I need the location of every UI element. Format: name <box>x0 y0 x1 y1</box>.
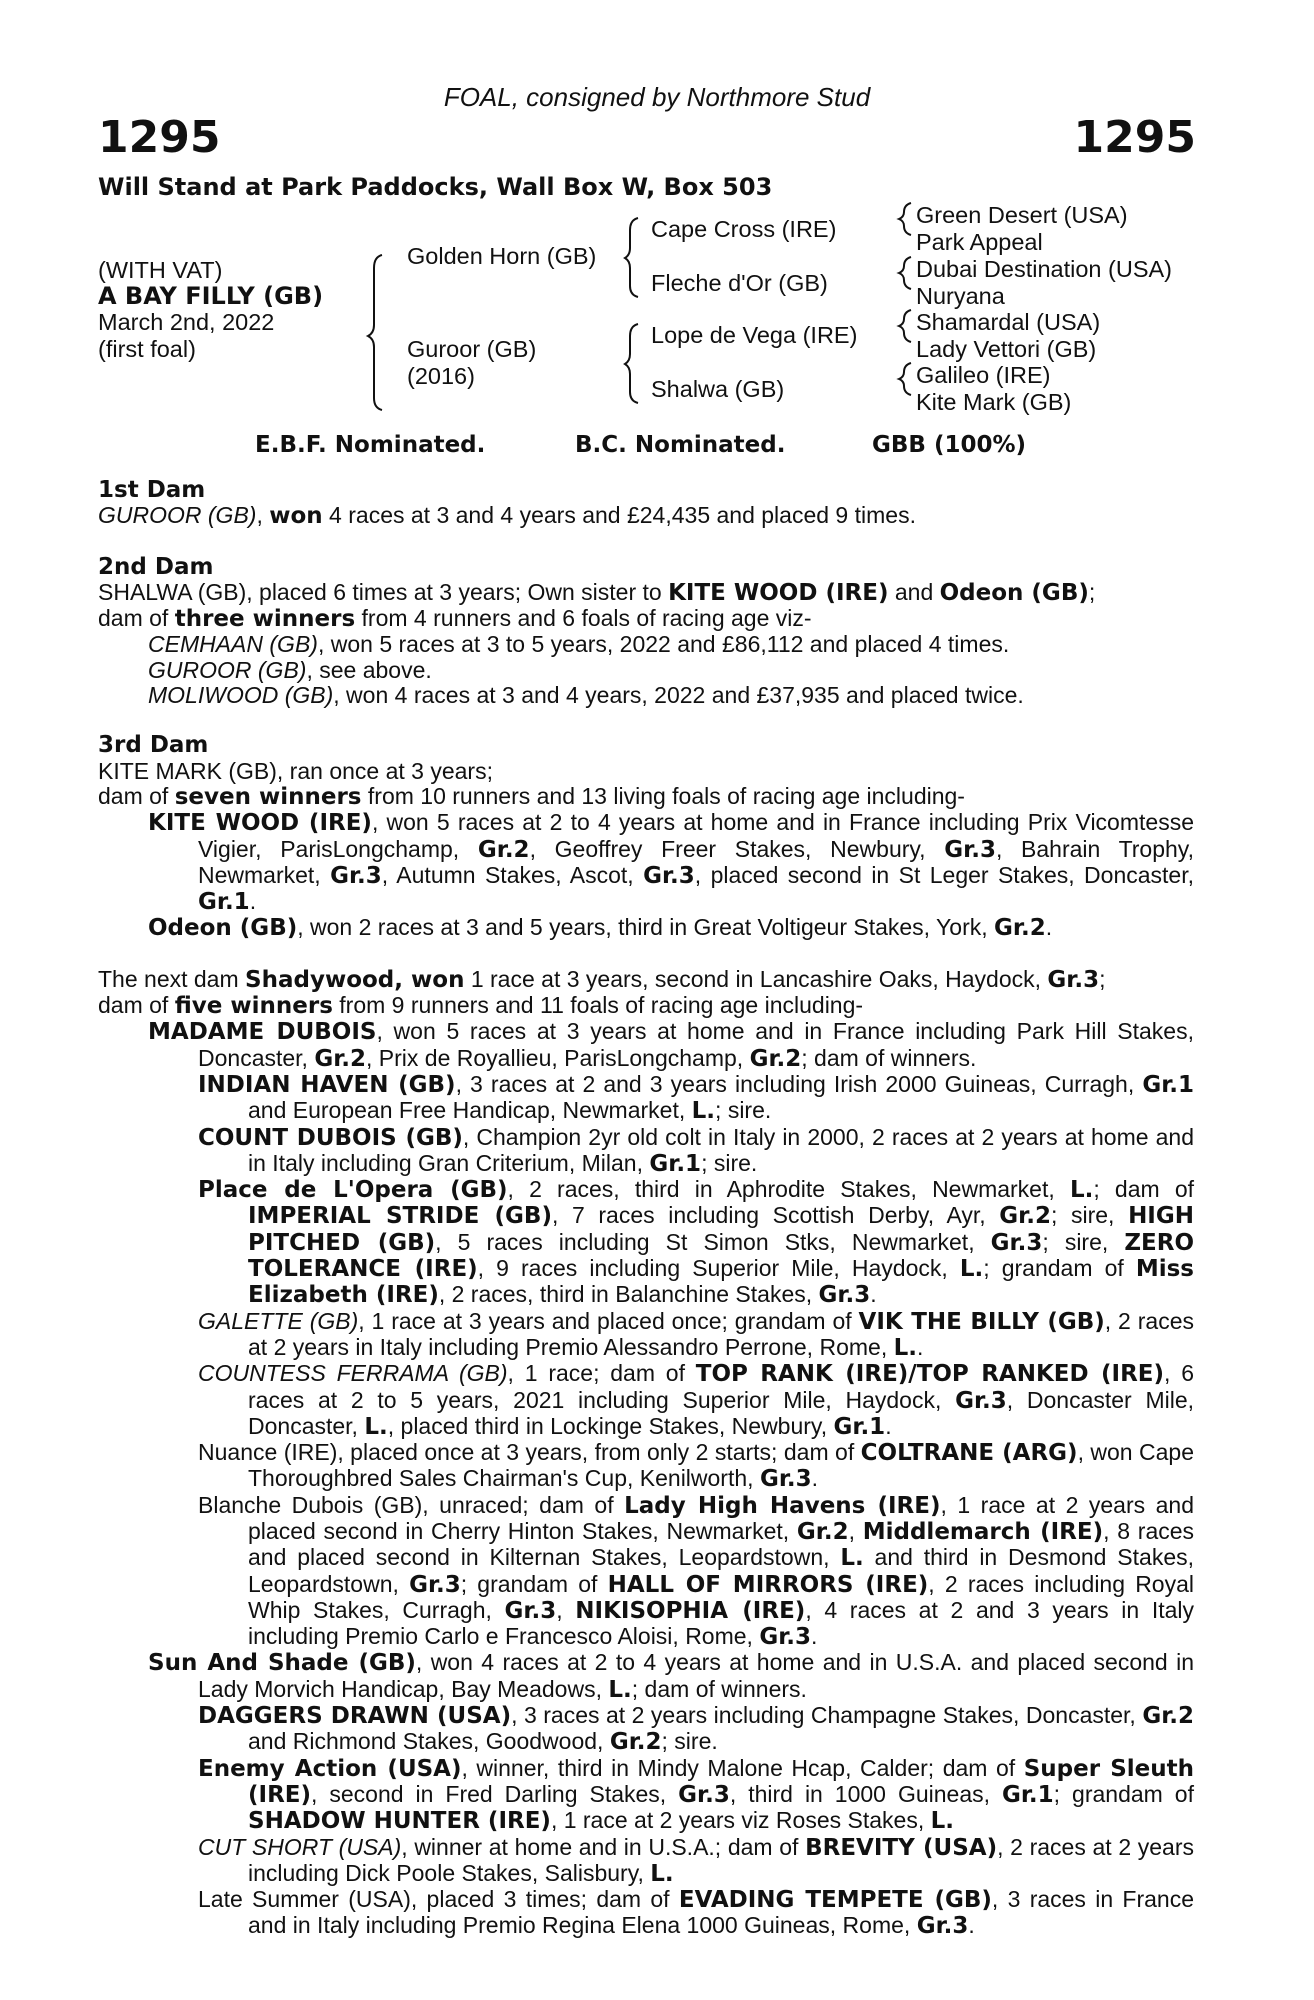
horse-ref: GUROOR (GB) <box>148 656 307 683</box>
next-dam-section <box>98 967 1194 1940</box>
progeny-entry <box>98 1125 1194 1178</box>
grade: L. <box>893 1334 918 1361</box>
text-run: , Bahrain Trophy, Newmarket, <box>198 835 1194 888</box>
grade: Gr.3 <box>759 1624 812 1651</box>
consignor-line: FOAL, consigned by Northmore Stud <box>443 82 871 112</box>
winners-count: seven winners <box>174 783 362 810</box>
text-run: ; <box>1099 965 1106 992</box>
ggsire-4: Galileo (IRE) <box>916 362 1051 388</box>
text-run: , 5 races including St Simon Stks, Newmarket, <box>435 1228 991 1255</box>
text-run: from 10 runners and 13 living foals of racing age including- <box>361 782 965 809</box>
ggsire-2: Dubai Destination (USA) <box>916 256 1172 282</box>
text-run: , 2 races at 2 years in Italy including Premio Alessandro Perrone, Rome, <box>248 1307 1194 1360</box>
ggdam-4: Kite Mark (GB) <box>916 389 1072 415</box>
grade: Gr.3 <box>944 836 996 863</box>
horse-ref: HIGH PITCHED (GB) <box>248 1203 1194 1256</box>
text-run: ; grandam of <box>460 1570 608 1597</box>
text-run: Late Summer (USA), placed 3 times; dam of <box>198 1886 679 1913</box>
text-run: ; sire, <box>1050 1202 1129 1229</box>
text-run: ; sire. <box>661 1728 718 1755</box>
grade: L. <box>650 1860 674 1887</box>
text-run: . <box>249 888 257 915</box>
horse-ref: MOLIWOOD (GB) <box>148 682 334 709</box>
horse-ref: IMPERIAL STRIDE (GB) <box>248 1203 552 1230</box>
progeny-entry <box>98 915 1194 941</box>
text-run: , 6 races at 2 to 5 years, 2021 including Superior Mile, Haydock, <box>248 1360 1194 1413</box>
grade: Gr.1 <box>1001 1781 1054 1808</box>
horse-ref: HALL OF MIRRORS (IRE) <box>607 1571 929 1598</box>
horse-ref: Middlemarch (IRE) <box>862 1518 1104 1545</box>
foaling-date: March 2nd, 2022 <box>98 309 275 335</box>
lot-number-right: 1295 <box>1073 112 1196 163</box>
progeny-entry <box>98 1887 1194 1940</box>
grade: L. <box>1069 1177 1094 1204</box>
text-run: , 1 race at 2 years viz Roses Stakes, <box>550 1807 931 1834</box>
progeny-entry <box>98 658 1194 683</box>
horse-ref: Sun And Shade (GB) <box>148 1650 416 1677</box>
text-run: and European Free Handicap, Newmarket, <box>248 1097 692 1124</box>
grade: L. <box>364 1413 388 1440</box>
grade: Gr.1 <box>649 1150 702 1177</box>
grade: Gr.3 <box>504 1597 557 1624</box>
horse-ref: Miss Elizabeth (IRE) <box>248 1256 1194 1309</box>
first-dam-name: GUROOR (GB) <box>98 502 257 529</box>
progeny-entry <box>98 1493 1194 1651</box>
horse-ref: TOP RANK (IRE)/TOP RANKED (IRE) <box>695 1361 1165 1388</box>
text-run: , 2 races, third in Aphrodite Stakes, Newmarket, <box>507 1176 1070 1203</box>
horse-ref: INDIAN HAVEN (GB) <box>198 1071 456 1098</box>
text-run: dam of <box>98 782 175 809</box>
horse-ref: CUT SHORT (USA) <box>198 1833 402 1860</box>
text-run: 1 race at 3 years, second in Lancashire Oaks, Haydock, <box>464 965 1048 992</box>
text-run: KITE MARK (GB), ran once at 3 years; <box>98 757 493 784</box>
text-run: ; dam of <box>1093 1176 1194 1203</box>
pedigree-braces <box>0 0 1314 440</box>
grade: Gr.3 <box>1047 966 1100 993</box>
horse-ref: Enemy Action (USA) <box>198 1755 462 1782</box>
text-run: , see above. <box>306 656 432 683</box>
grade: Gr.1 <box>833 1413 886 1440</box>
text-run: dam of <box>98 992 175 1019</box>
foal-note: (first foal) <box>98 336 196 362</box>
second-dam-text <box>98 580 1194 633</box>
horse-ref: COLTRANE (ARG) <box>860 1440 1078 1467</box>
first-dam-section <box>98 478 1194 530</box>
horse-ref: COUNT DUBOIS (GB) <box>198 1124 463 1151</box>
third-dam-heading: 3rd Dam <box>98 732 209 759</box>
text-run: , 9 races including Superior Mile, Haydock, <box>477 1255 960 1282</box>
ggdam-2: Nuryana <box>916 283 1005 309</box>
second-dam-heading: 2nd Dam <box>98 553 214 580</box>
text-run: , 2 races at 2 years including Dick Poole Stakes, Salisbury, <box>248 1833 1195 1886</box>
text-run: , Geoffrey Freer Stakes, Newbury, <box>529 835 945 862</box>
text-run: grandam of <box>1072 1780 1194 1807</box>
winners-count: five winners <box>174 993 333 1020</box>
text-run: ; sire, <box>1042 1228 1125 1255</box>
text-run: , won 2 races at 3 and 5 years, third in Great Voltigeur Stakes, York, <box>297 914 995 941</box>
text-run: , third in 1000 Guineas, <box>729 1780 1002 1807</box>
grade: L. <box>608 1676 632 1703</box>
horse-ref: KITE WOOD (IRE) <box>148 810 372 837</box>
horse-ref: CEMHAAN (GB) <box>148 631 318 658</box>
horse-ref: BREVITY (USA) <box>805 1834 998 1861</box>
grade: Gr.3 <box>916 1913 969 1940</box>
text-run: , won 5 races at 3 to 5 years, 2022 and £86,112 and placed 4 times. <box>317 631 1010 658</box>
grade: Gr.2 <box>1142 1703 1194 1730</box>
text-run: , won Cape Thoroughbred Sales Chairman's Cup, Kenilworth, <box>248 1439 1194 1492</box>
text-run: ; sire. <box>701 1149 758 1176</box>
dam-sire-name: Lope de Vega (IRE) <box>651 322 858 348</box>
progeny-entry <box>98 632 1194 657</box>
text-run: , Doncaster Mile, Doncaster, <box>248 1386 1195 1439</box>
grade: Gr.2 <box>796 1518 849 1545</box>
text-run: , <box>848 1517 863 1544</box>
grade: Gr.2 <box>609 1729 662 1756</box>
gbb-rating: GBB (100%) <box>872 432 1027 458</box>
grade: L. <box>691 1098 716 1125</box>
horse-ref: MADAME DUBOIS <box>148 1019 377 1046</box>
lot-number-left: 1295 <box>98 112 221 163</box>
dam-year: (2016) <box>407 363 475 389</box>
progeny-entry <box>98 1019 1194 1072</box>
grade: Gr.3 <box>759 1466 812 1493</box>
horse-ref: GALETTE (GB) <box>198 1307 359 1334</box>
text-run: , 4 races at 2 and 3 years in Italy including Premio Carlo e Francesco Aloisi, Rome, <box>248 1596 1195 1650</box>
progeny-entry <box>98 1361 1194 1440</box>
progeny-entry <box>98 1440 1194 1493</box>
text-run: , placed second in St Leger Stakes, Doncaster, <box>694 861 1195 888</box>
text-run: ; sire. <box>715 1097 772 1124</box>
text-run: and third in Desmond Stakes, Leopardstown, <box>248 1544 1194 1597</box>
horse-ref: DAGGERS DRAWN (USA) <box>198 1703 512 1730</box>
text-run: , won 5 races at 2 to 4 years at home and in France including Prix Vicomtesse Vigier, ParisLongchamp, <box>198 809 1194 862</box>
progeny-entry <box>98 1309 1194 1362</box>
grade: Gr.1 <box>1142 1071 1194 1098</box>
text-run: , 8 races and placed second in Kilternan Stakes, Leopardstown, <box>248 1517 1195 1571</box>
progeny-entry <box>98 1756 1194 1835</box>
text-run: , placed third in Lockinge Stakes, Newbury, <box>387 1412 834 1439</box>
text-run: and <box>888 578 940 605</box>
text-run: ; dam of winners. <box>631 1675 807 1702</box>
text-run: . <box>885 1412 892 1439</box>
text-run: from 9 runners and 11 foals of racing age including- <box>332 992 864 1019</box>
text-run: grandam of <box>1001 1255 1136 1282</box>
text-run: , Prix de Royallieu, ParisLongchamp, <box>366 1044 750 1071</box>
text-run: , Champion 2yr old colt in Italy in 2000, 2 races at 2 years at home and in Italy including Gran Criterium, Milan, <box>248 1123 1194 1176</box>
text-run: , won 4 races at 3 and 4 years, 2022 and £37,935 and placed twice. <box>333 682 1024 709</box>
horse-ref: EVADING TEMPETE (GB) <box>678 1887 992 1914</box>
grade: Gr.3 <box>678 1781 730 1808</box>
horse-ref: Super Sleuth (IRE) <box>248 1755 1194 1808</box>
won-word: won <box>269 503 323 530</box>
progeny-entry <box>98 810 1194 915</box>
progeny-entry <box>98 1703 1194 1756</box>
text-run: , 2 races, third in Balanchine Stakes, <box>438 1281 819 1308</box>
text-run: ; <box>1088 578 1096 605</box>
grade: Gr.3 <box>330 862 382 889</box>
next-dam-text <box>98 967 1194 1020</box>
text-run: and Richmond Stakes, Goodwood, <box>248 1728 610 1755</box>
sire-sire-name: Cape Cross (IRE) <box>651 216 837 242</box>
text-run: , 7 races including Scottish Derby, Ayr, <box>551 1202 1000 1229</box>
text-run: , 1 race at 2 years and placed second in Cherry Hinton Stakes, Newmarket, <box>248 1491 1195 1544</box>
horse-ref: ZERO TOLERANCE (IRE) <box>248 1229 1194 1283</box>
grade: Gr.1 <box>198 889 250 916</box>
text-run: , 3 races at 2 years including Champagne Stakes, Doncaster, <box>511 1702 1143 1729</box>
horse-ref: Shadywood <box>245 966 395 993</box>
text-run: , 1 race at 3 years and placed once; grandam of <box>358 1307 859 1334</box>
grade: Gr.3 <box>955 1387 1007 1414</box>
sire-name: Golden Horn (GB) <box>407 243 597 269</box>
progeny-entry <box>98 1072 1194 1125</box>
text-run: , 1 race; dam of <box>507 1360 696 1387</box>
text-run: SHALWA (GB), placed 6 times at 3 years; Own sister to <box>98 578 669 605</box>
horse-ref: Lady High Havens (IRE) <box>624 1492 941 1519</box>
first-dam-heading: 1st Dam <box>98 477 206 503</box>
dam-dam-name: Shalwa (GB) <box>651 376 785 402</box>
ggsire-3: Shamardal (USA) <box>916 309 1101 335</box>
grade: L. <box>959 1256 984 1283</box>
text-run: . <box>1045 914 1053 941</box>
text-run: from 4 runners and 6 foals of racing age viz- <box>355 605 812 632</box>
text-run: Nuance (IRE), placed once at 3 years, from only 2 starts; dam of <box>198 1439 861 1466</box>
horse-ref: COUNTESS FERRAMA (GB) <box>198 1360 508 1387</box>
horse-ref: Odeon (GB) <box>939 579 1089 606</box>
ggdam-1: Park Appeal <box>916 229 1043 255</box>
vat-note: (WITH VAT) <box>98 257 223 283</box>
text-run: , won 5 races at 3 years at home and in France including Park Hill Stakes, Doncaster, <box>198 1018 1194 1071</box>
grade: L. <box>930 1808 955 1835</box>
horse-ref: NIKISOPHIA (IRE) <box>575 1597 806 1624</box>
text-run: , 3 races at 2 and 3 years including Irish 2000 Guineas, Curragh, <box>455 1070 1143 1097</box>
text-run: . <box>917 1333 924 1360</box>
text-run: . <box>968 1912 975 1939</box>
text-run: ; <box>1053 1780 1061 1807</box>
horse-ref: KITE WOOD (IRE) <box>668 579 889 606</box>
text-run: , 3 races in France and in Italy including Premio Regina Elena 1000 Guineas, Rome, <box>248 1886 1195 1939</box>
horse-name: A BAY FILLY (GB) <box>98 282 324 310</box>
third-dam-section <box>98 733 1194 941</box>
text-run: . <box>811 1465 819 1492</box>
text-run: . <box>870 1281 877 1308</box>
pedigree-notes <box>98 478 1194 1940</box>
progeny-entry <box>98 1177 1194 1308</box>
grade: Gr.2 <box>994 915 1046 942</box>
horse-ref: VIK THE BILLY (GB) <box>858 1308 1105 1335</box>
grade: Gr.3 <box>643 862 695 889</box>
text-run: , winner, third in Mindy Malone Hcap, Calder; dam of <box>461 1754 1024 1781</box>
text-run: The next dam <box>98 965 246 992</box>
grade: Gr.2 <box>749 1045 802 1072</box>
dam-name: Guroor (GB) <box>407 336 537 362</box>
grade: Gr.3 <box>409 1571 461 1598</box>
first-dam-record: 4 races at 3 and 4 years and £24,435 and placed 9 times. <box>322 502 916 529</box>
grade: Gr.3 <box>818 1282 871 1309</box>
text-run: , winner at home and in U.S.A.; dam of <box>401 1833 806 1860</box>
text-run: Blanche Dubois (GB), unraced; dam of <box>198 1491 625 1518</box>
ggdam-3: Lady Vettori (GB) <box>916 336 1097 362</box>
horse-ref: Place de L'Opera (GB) <box>198 1177 508 1204</box>
text-run: , won 4 races at 2 to 4 years at home and in U.S.A. and placed second in Lady Morvich Handicap, Bay Meadows, <box>198 1649 1194 1702</box>
first-dam-text: GUROOR (GB), won 4 races at 3 and 4 years and £24,435 and placed 9 times. <box>98 502 916 530</box>
grade: Gr.2 <box>999 1203 1051 1230</box>
text-run: , 2 races including Royal Whip Stakes, Curragh, <box>248 1570 1194 1623</box>
text-run: . <box>811 1623 818 1650</box>
sire-dam-name: Fleche d'Or (GB) <box>651 270 828 296</box>
text-run: , second in Fred Darling Stakes, <box>311 1780 679 1807</box>
progeny-entry <box>98 1650 1194 1703</box>
second-dam-section <box>98 555 1194 709</box>
grade: Gr.2 <box>477 836 530 863</box>
grade: Gr.3 <box>990 1229 1043 1256</box>
text-run: dam of <box>98 605 175 632</box>
horse-ref: Odeon (GB) <box>148 915 298 942</box>
winners-count: three winners <box>174 606 356 633</box>
text-run: ; <box>983 1255 990 1282</box>
stand-location: Will Stand at Park Paddocks, Wall Box W, Box 503 <box>98 173 773 201</box>
horse-ref: SHADOW HUNTER (IRE) <box>248 1808 551 1835</box>
text-run: , <box>394 966 412 993</box>
ebf-nomination: E.B.F. Nominated. <box>255 432 486 458</box>
grade: Gr.2 <box>314 1045 367 1072</box>
bc-nomination: B.C. Nominated. <box>575 432 786 458</box>
text-run: , Autumn Stakes, Ascot, <box>381 861 644 888</box>
grade: L. <box>840 1545 864 1572</box>
progeny-entry <box>98 1835 1194 1888</box>
progeny-entry <box>98 683 1194 708</box>
ggsire-1: Green Desert (USA) <box>916 202 1128 228</box>
text-run: , <box>556 1596 576 1623</box>
third-dam-text <box>98 759 1194 811</box>
text-run: ; dam of winners. <box>801 1044 977 1071</box>
won-word: won <box>411 966 465 993</box>
